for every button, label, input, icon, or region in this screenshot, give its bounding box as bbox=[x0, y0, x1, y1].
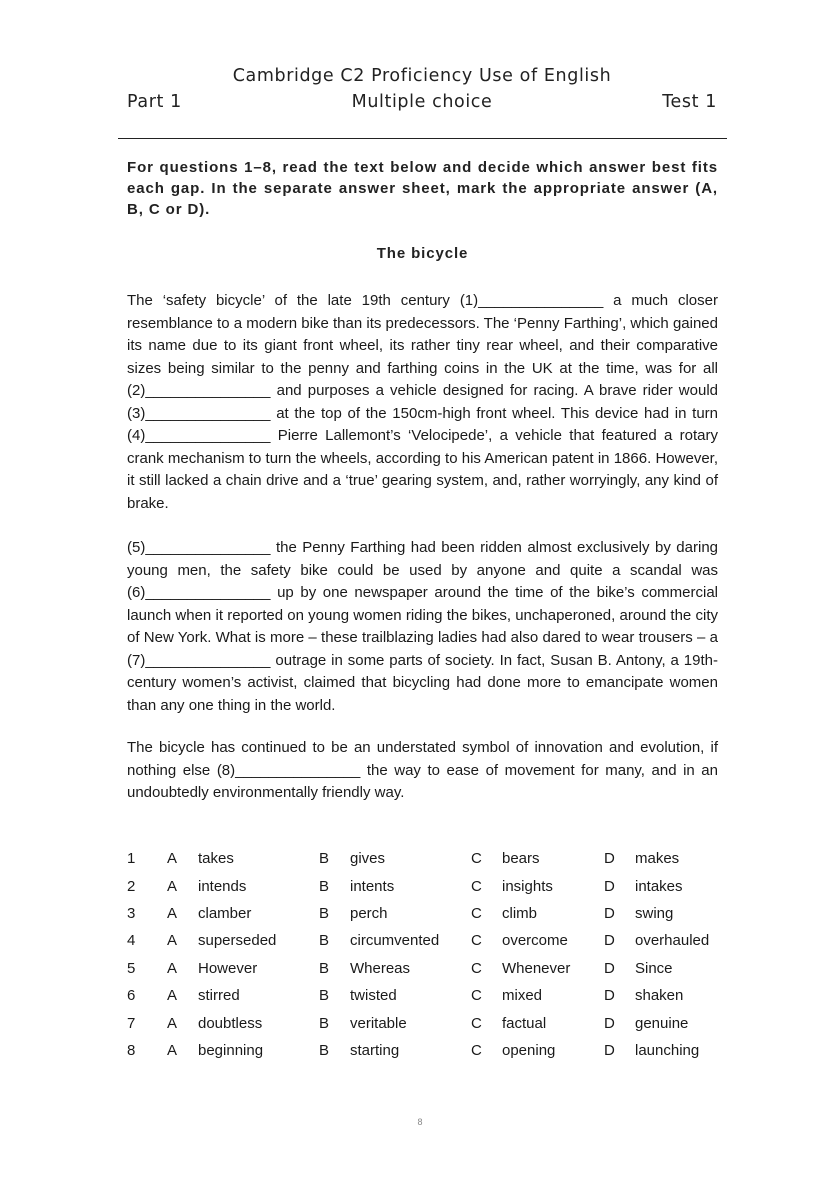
option-letter-b: B bbox=[319, 987, 330, 1005]
option-c: mixed bbox=[502, 987, 543, 1005]
option-a: However bbox=[198, 959, 258, 977]
instructions: For questions 1–8, read the text below and decide which answer best fits each gap. In the separate answer sheet, mark the appropriate answer (A, B, C or D). bbox=[127, 159, 718, 218]
passage-paragraph-1 bbox=[127, 290, 718, 515]
option-letter-d: D bbox=[604, 1014, 615, 1032]
option-d: overhauled bbox=[635, 932, 710, 950]
option-letter-d: D bbox=[604, 850, 615, 868]
passage-text: Pierre Lallemont’s ‘Velocipede’, a vehicle that featured a rotary crank mechanism to turn the wheels, according to his American patent in 1866. However, it still lacked a chain drive and a ‘true’ gearing system, and, rather worryingly, any kind of brake. bbox=[127, 427, 718, 512]
option-letter-d: D bbox=[604, 959, 615, 977]
option-row bbox=[127, 1009, 756, 1036]
passage-title: The bicycle bbox=[376, 245, 469, 262]
gap-label-6: (6) bbox=[127, 584, 146, 601]
exam-title: Cambridge C2 Proficiency Use of English bbox=[232, 66, 612, 86]
option-letter-a: A bbox=[167, 959, 178, 977]
option-b: twisted bbox=[350, 987, 397, 1005]
option-letter-b: B bbox=[319, 959, 330, 977]
option-letter-d: D bbox=[604, 987, 615, 1005]
gap-blank-2: _______________ bbox=[145, 382, 271, 399]
option-c: factual bbox=[502, 1014, 547, 1032]
passage-text: The bicycle has continued to be an understated symbol of innovation and evolution, if nothing else bbox=[127, 739, 718, 779]
option-d: Since bbox=[635, 959, 673, 977]
passage-text: a much closer resemblance to a modern bike than its predecessors. The ‘Penny Farthing’, which gained its name due to its giant front wheel, its rather tiny rear wheel, and their comparative sizes being similar to the penny and farthing coins in the UK at the time, was for all bbox=[127, 292, 718, 377]
option-a: takes bbox=[198, 850, 234, 868]
option-c: climb bbox=[502, 904, 538, 922]
option-letter-b: B bbox=[319, 850, 330, 868]
question-number: 6 bbox=[127, 987, 136, 1005]
answer-options-table bbox=[127, 845, 756, 1064]
option-a: stirred bbox=[198, 987, 240, 1005]
passage-text: the Penny Farthing had been ridden almost exclusively by daring young men, the safety bike could be used by anyone and quite a scandal was bbox=[127, 539, 718, 579]
section-label: Multiple choice bbox=[351, 92, 493, 112]
option-letter-b: B bbox=[319, 932, 330, 950]
gap-blank-3: _______________ bbox=[145, 404, 271, 422]
gap-blank-7: _______________ bbox=[145, 651, 271, 669]
option-a: intends bbox=[198, 877, 247, 895]
passage-text: outrage in some parts of society. In fact, Susan B. Antony, a 19th-century women’s activist, claimed that bicycling had done more to emancipate women than any one thing in the world. bbox=[127, 651, 718, 714]
passage-paragraph-3 bbox=[127, 737, 718, 805]
option-a: superseded bbox=[198, 932, 277, 950]
option-c: Whenever bbox=[502, 959, 571, 977]
gap-label-7: (7) bbox=[127, 651, 146, 669]
option-letter-d: D bbox=[604, 877, 615, 895]
option-row bbox=[127, 900, 756, 927]
option-letter-a: A bbox=[167, 850, 178, 868]
option-d: shaken bbox=[635, 987, 684, 1005]
option-letter-b: B bbox=[319, 904, 330, 922]
option-d: launching bbox=[635, 1041, 700, 1059]
gap-blank-1: _______________ bbox=[478, 292, 604, 309]
option-letter-c: C bbox=[471, 1014, 482, 1032]
option-b: veritable bbox=[350, 1014, 407, 1032]
option-b: gives bbox=[350, 850, 386, 868]
option-letter-a: A bbox=[167, 987, 178, 1005]
option-row bbox=[127, 927, 756, 954]
option-letter-a: A bbox=[167, 1014, 178, 1032]
option-a: beginning bbox=[198, 1041, 264, 1059]
option-letter-b: B bbox=[319, 877, 330, 895]
option-b: circumvented bbox=[350, 932, 440, 950]
gap-blank-8: _______________ bbox=[235, 761, 361, 779]
passage-paragraph-2 bbox=[127, 537, 718, 717]
option-row bbox=[127, 845, 756, 872]
option-b: Whereas bbox=[350, 959, 411, 977]
question-number: 8 bbox=[127, 1041, 136, 1059]
question-number: 7 bbox=[127, 1014, 136, 1032]
option-b: starting bbox=[350, 1041, 400, 1059]
option-d: intakes bbox=[635, 877, 683, 895]
option-letter-c: C bbox=[471, 932, 482, 950]
question-number: 4 bbox=[127, 932, 136, 950]
passage-text: The ‘safety bicycle’ of the late 19th century bbox=[127, 292, 460, 309]
option-d: makes bbox=[635, 850, 680, 868]
question-number: 5 bbox=[127, 959, 136, 977]
answer-options-body bbox=[127, 845, 756, 1064]
option-letter-c: C bbox=[471, 987, 482, 1005]
option-letter-c: C bbox=[471, 959, 482, 977]
option-c: overcome bbox=[502, 932, 568, 950]
option-b: intents bbox=[350, 877, 395, 895]
option-a: clamber bbox=[198, 904, 252, 922]
option-letter-c: C bbox=[471, 850, 482, 868]
header-divider bbox=[118, 138, 727, 139]
option-a: doubtless bbox=[198, 1014, 263, 1032]
gap-blank-5: _______________ bbox=[145, 539, 271, 556]
part-label: Part 1 bbox=[127, 92, 182, 112]
test-label: Test 1 bbox=[662, 92, 717, 112]
option-letter-b: B bbox=[319, 1041, 330, 1059]
option-c: bears bbox=[502, 850, 540, 868]
option-row bbox=[127, 982, 756, 1009]
gap-blank-6: _______________ bbox=[145, 584, 271, 601]
question-number: 2 bbox=[127, 877, 136, 895]
option-letter-a: A bbox=[167, 904, 178, 922]
option-row bbox=[127, 872, 756, 899]
passage-text: at the top of the 150cm-high front wheel. This device had in turn bbox=[270, 404, 718, 422]
option-letter-d: D bbox=[604, 932, 615, 950]
passage-text: up by one newspaper around the time of the bike’s commercial launch when it reported on young women riding the bikes, unchaperoned, around the city of New York. What is more – these trailblazing ladies had also dared to wear trousers – a bbox=[127, 584, 718, 646]
gap-label-4: (4) bbox=[127, 427, 146, 444]
passage-text: and purposes a vehicle designed for racing. A brave rider would bbox=[270, 382, 718, 399]
gap-blank-4: _______________ bbox=[145, 427, 271, 444]
gap-label-3: (3) bbox=[127, 404, 146, 422]
option-letter-d: D bbox=[604, 1041, 615, 1059]
option-letter-b: B bbox=[319, 1014, 330, 1032]
option-letter-d: D bbox=[604, 904, 615, 922]
header-row bbox=[127, 92, 717, 116]
passage-text: the way to ease of movement for many, and in an undoubtedly environmentally friendly way. bbox=[127, 761, 718, 801]
option-b: perch bbox=[350, 904, 388, 922]
page-header bbox=[127, 66, 717, 116]
option-row bbox=[127, 955, 756, 982]
option-d: genuine bbox=[635, 1014, 689, 1032]
option-letter-a: A bbox=[167, 932, 178, 950]
option-letter-c: C bbox=[471, 904, 482, 922]
option-d: swing bbox=[635, 904, 674, 922]
gap-label-1: (1) bbox=[459, 292, 479, 309]
page-number: 8 bbox=[417, 1117, 423, 1127]
gap-label-2: (2) bbox=[127, 382, 146, 399]
question-number: 1 bbox=[127, 850, 136, 868]
question-number: 3 bbox=[127, 904, 136, 922]
option-letter-a: A bbox=[167, 877, 178, 895]
option-letter-a: A bbox=[167, 1041, 178, 1059]
option-row bbox=[127, 1037, 756, 1064]
gap-label-8: (8) bbox=[216, 761, 236, 779]
gap-label-5: (5) bbox=[127, 539, 146, 556]
option-c: insights bbox=[502, 877, 553, 895]
option-letter-c: C bbox=[471, 877, 482, 895]
option-c: opening bbox=[502, 1041, 556, 1059]
option-letter-c: C bbox=[471, 1041, 482, 1059]
